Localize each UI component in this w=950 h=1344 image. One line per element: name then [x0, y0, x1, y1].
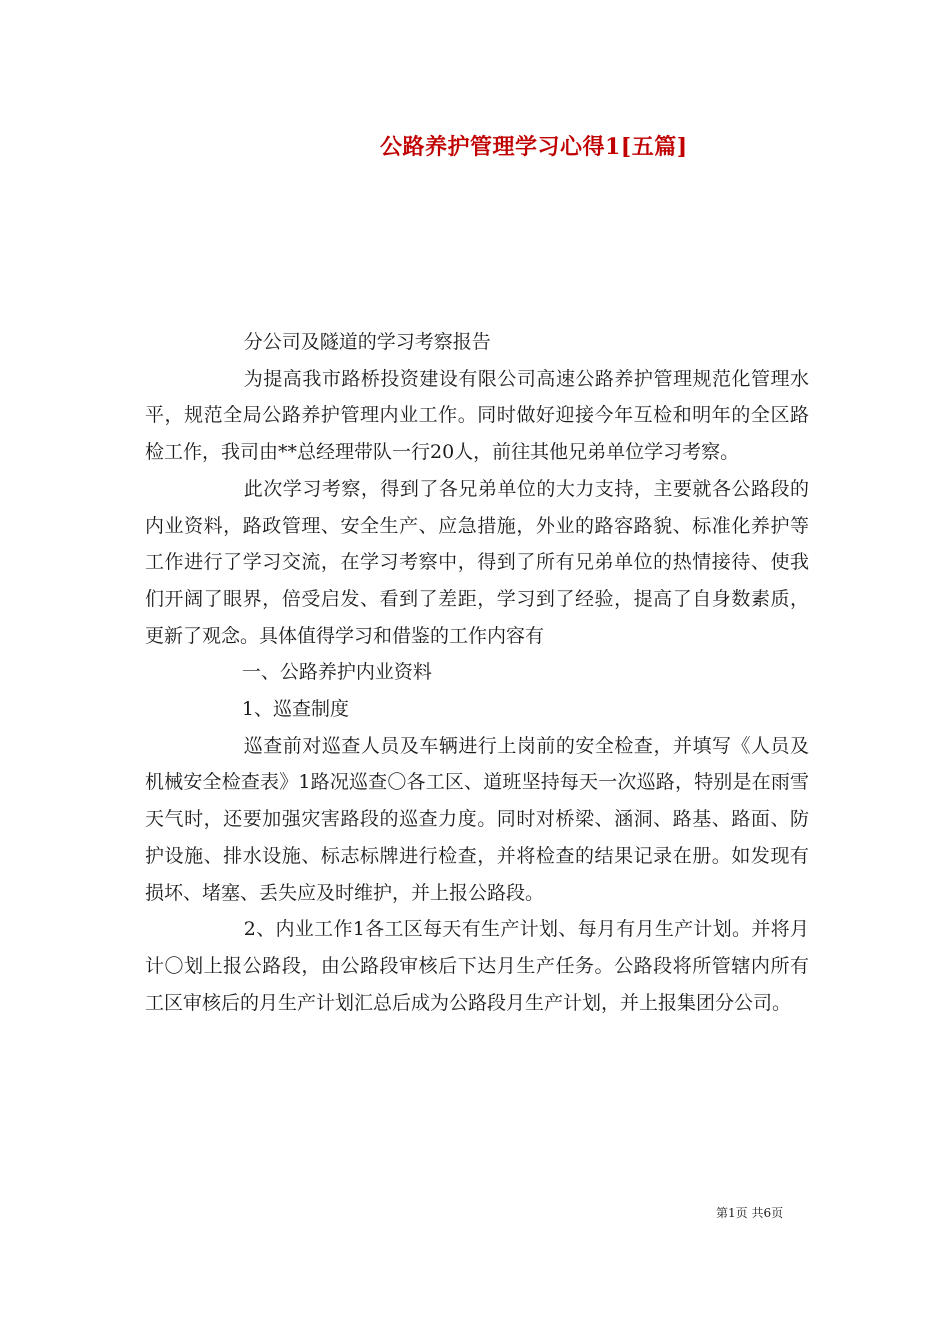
section-heading-1: 一、公路养护内业资料	[241, 661, 432, 684]
paragraph-report-title: 分公司及隧道的学习考察报告	[243, 331, 491, 353]
subsection-heading-patrol: 1、巡查制度	[241, 698, 349, 721]
page-number-footer: 第1页 共6页	[716, 1206, 784, 1220]
paragraph-intro: 为提高我市路桥投资建设有限公司高速公路养护管理规范化管理水平，规范全局公路养护管理内业工作。同时做好迎接今年互检和明年的全区路检工作，我司由**总经理带队一行20人，前往其他兄弟单位学习考察。	[145, 367, 809, 464]
paragraph-internal-work: 2、内业工作1各工区每天有生产计划、每月有月生产计划。并将月计〇划上报公路段，由公路段审核后下达月生产任务。公路段将所管辖内所有工区审核后的月生产计划汇总后成为公路段月生产计划，并上报集团分公司。	[145, 918, 809, 1014]
document-body	[145, 324, 809, 1021]
paragraph-patrol: 巡查前对巡查人员及车辆进行上岗前的安全检查，并填写《人员及机械安全检查表》1路况巡查〇各工区、道班坚持每天一次巡路，特别是在雨雪天气时，还要加强灾害路段的巡查力度。同时对桥梁、涵洞、路基、路面、防护设施、排水设施、标志标牌进行检查，并将检查的结果记录在册。如发现有损坏、堵塞、丢失应及时维护，并上报公路段。	[145, 734, 809, 904]
paragraph-study-summary: 此次学习考察，得到了各兄弟单位的大力支持，主要就各公路段的内业资料，路政管理、安全生产、应急措施，外业的路容路貌、标准化养护等工作进行了学习交流，在学习考察中，得到了所有兄弟单位的热情接待、使我们开阔了眼界，倍受启发、看到了差距，学习到了经验，提高了自身数素质，更新了观念。具体值得学习和借鉴的工作内容有	[145, 477, 809, 647]
document-title: 公路养护管理学习心得1[五篇]	[380, 134, 688, 160]
